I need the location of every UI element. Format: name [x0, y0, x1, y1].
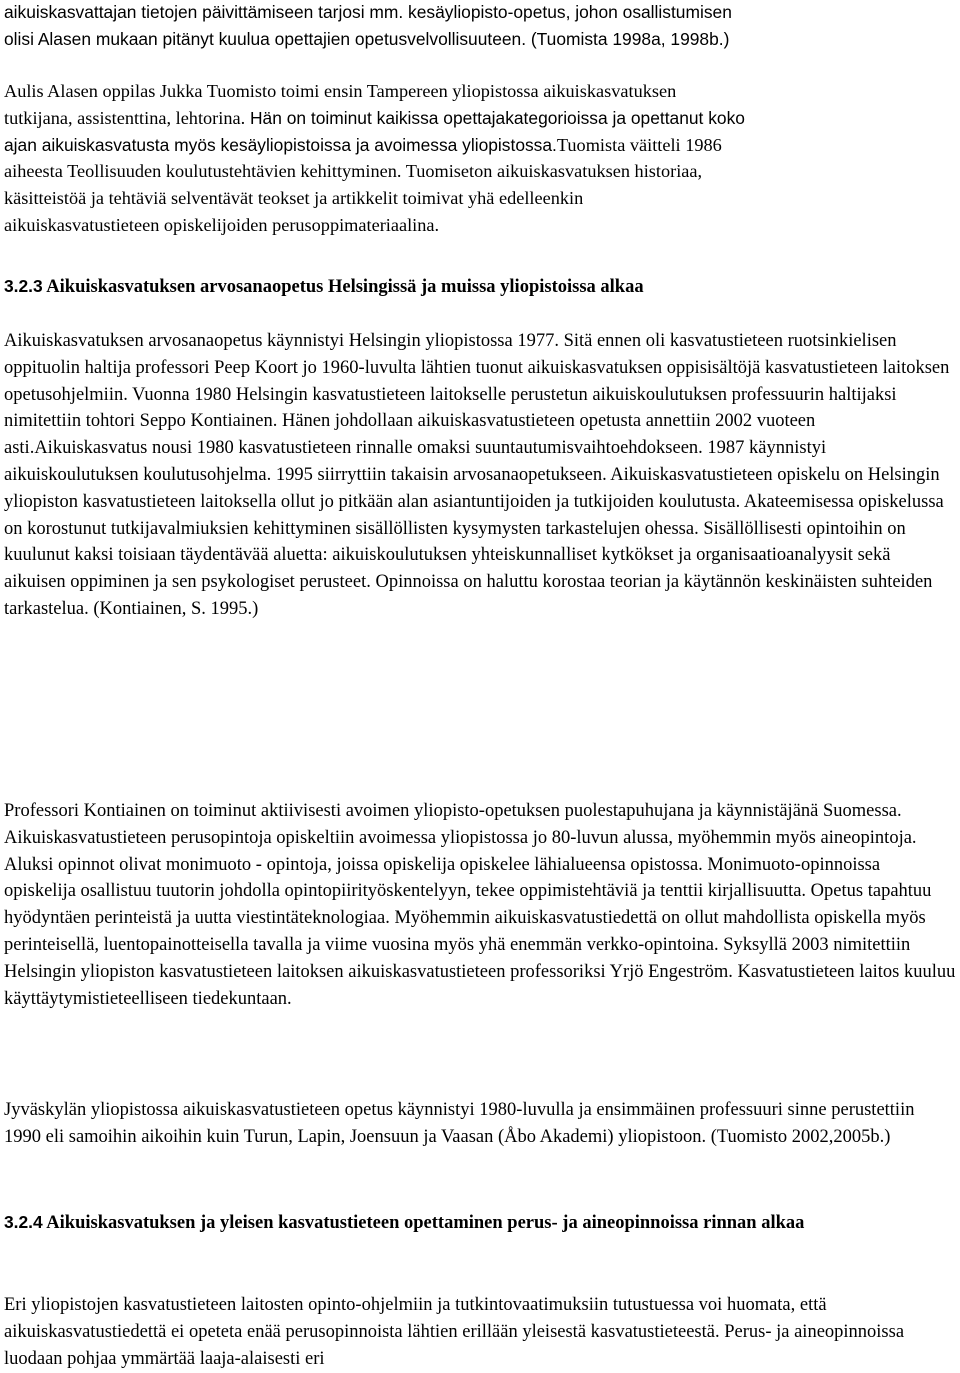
paragraph-tuomisto: [4, 78, 956, 239]
section-title: Aikuiskasvatuksen arvosanaopetus Helsingissä ja muissa yliopistoissa alkaa: [42, 277, 644, 297]
section-number: 3.2.3: [4, 276, 43, 296]
line-2b: Hän on toiminut kaikissa opettajakategorioissa ja opettanut koko: [245, 107, 745, 128]
paragraph-jyvaskyla: Jyväskylän yliopistossa aikuiskasvatustieteen opetus käynnistyi 1980-luvulla ja ensimmäinen professuuri sinne perustettiin 1990 eli samoihin aikoihin kuin Turun, Lapin, Joensuun ja Vaasan (Åbo Akademi) yliopistoon. (Tuomisto 2002,2005b.): [4, 1100, 915, 1147]
section-number: 3.2.4: [4, 1212, 43, 1232]
section-title: Aikuiskasvatuksen ja yleisen kasvatustieteen opettaminen perus- ja aineopinnoissa rinnan alkaa: [42, 1213, 805, 1233]
line-4b: Tuomiseton aikuiskasvatuksen historiaa,: [401, 161, 703, 182]
line-1: Aulis Alasen oppilas Jukka Tuomisto toimi ensin Tampereen yliopistossa aikuiskasvatuksen: [4, 81, 677, 101]
section-heading-3-2-3: [4, 273, 956, 301]
line-5: käsitteistöä ja tehtäviä selventävät teokset ja artikkelit toimivat yhä edelleenkin: [4, 188, 584, 209]
section-heading-3-2-4: [4, 1209, 956, 1237]
paragraph-kontiainen: Professori Kontiainen on toiminut aktiivisesti avoimen yliopisto-opetuksen puolestapuhujana ja käynnistäjänä Suomessa. Aikuiskasvatustieteen perusopintoja opiskeltiin avoimessa yliopistossa jo 80-luvun alussa, myöhemmin myös aineopintoja. Aluksi opinnot olivat monimuoto - opintoja, joissa opiskelija opiskelee lähialueensa opistossa. Monimuoto-opinnoissa opiskelija osallistuu tuutorin johdolla opintopiirityöskentelyyn, tekee oppimistehtäviä ja tenttii kirjallisuutta. Opetus tapahtuu hyödyntäen perinteistä ja uutta viestintäteknologiaa. Myöhemmin aikuiskasvatustiedettä on ollut mahdollista opiskella myös perinteisellä, luentopainotteisella tavalla ja viime vuosina myös yhä enemmän verkko-opintoina. Syksyllä 2003 nimitettiin Helsingin yliopiston kasvatustieteen laitoksen aikuiskasvatustieteen professoriksi Yrjö Engeström. Kasvatustieteen laitos kuuluu käyttäytymistieteelliseen tiedekuntaan.: [4, 801, 956, 1009]
line-6: aikuiskasvatustieteen opiskelijoiden perusoppimateriaalina.: [4, 214, 440, 235]
line-2a: tutkijana, assistenttina, lehtorina.: [4, 107, 246, 128]
line-3b: Tuomista väitteli 1986: [556, 134, 722, 155]
paragraph-intro: [4, 0, 956, 53]
line-2: olisi Alasen mukaan pitänyt kuulua opettajien opetusvelvollisuuteen. (Tuomista 1998a, 1998b.): [4, 28, 730, 49]
line-4a: aiheesta Teollisuuden koulutustehtävien kehittyminen.: [4, 161, 402, 182]
paragraph-helsinki: Aikuiskasvatuksen arvosanaopetus käynnistyi Helsingin yliopistossa 1977. Sitä ennen oli kasvatustieteen ruotsinkielisen oppituolin haltija professori Peep Koort jo 1960-luvulta lähtien tuonut aikuiskasvatuksen oppisisältöjä kasvatustieteen laitoksen opetusohjelmiin. Vuonna 1980 Helsingin kasvatustieteen laitokselle perustetun aikuiskoulutuksen professuurin haltijaksi nimitettiin tohtori Seppo Kontiainen. Hänen johdollaan aikuiskasvatustieteen opetusta annettiin 2002 vuoteen asti.Aikuiskasvatus nousi 1980 kasvatustieteen rinnalle omaksi suuntautumisvaihtoehdokseen. 1987 käynnistyi aikuiskoulutuksen koulutusohjelma. 1995 siirryttiin takaisin arvosanaopetukseen. Aikuiskasvatustieteen opiskelu on Helsingin yliopiston kasvatustieteen laitoksella ollut jo pitkään alan asiantuntijoiden ja tutkijoiden koulutusta. Akateemisessa opiskelussa on korostunut tutkijavalmiuksien kehittyminen sisällöllisten kysymysten tarkastelujen ohessa. Sisällöllisesti opintoihin on kuulunut kaksi toisiaan täydentävää aluetta: aikuiskoulutuksen yhteiskunnalliset kytkökset ja organisaatioanalyysit sekä aikuisen oppiminen ja sen psykologiset perusteet. Opinnoissa on haluttu korostaa teorian ja käytännön keskinäisten suhteiden tarkastelua. (Kontiainen, S. 1995.): [4, 331, 950, 619]
paragraph-eri-yliopistojen: Eri yliopistojen kasvatustieteen laitosten opinto-ohjelmiin ja tutkintovaatimuksiin tutustuessa voi huomata, että aikuiskasvatustiedettä ei opeteta enää perusopinnoista lähtien erillään yleisestä kasvatustieteestä. Perus- ja aineopinnoissa luodaan pohjaa ymmärtää laaja-alaisesti eri: [4, 1295, 905, 1369]
line-3a: ajan aikuiskasvatusta myös kesäyliopistoissa ja avoimessa yliopistossa.: [4, 134, 557, 155]
line-1: aikuiskasvattajan tietojen päivittämiseen tarjosi mm. kesäyliopisto-opetus, johon osallistumisen: [4, 2, 732, 22]
